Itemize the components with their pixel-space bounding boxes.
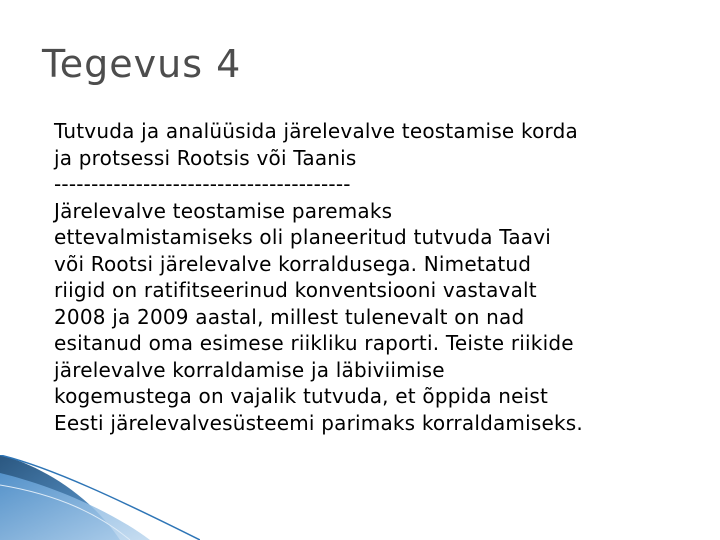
body-line: kogemustega on vajalik tutvuda, et õppida neist [54,384,549,408]
body-line: riigid on ratifitseerinud konventsiooni vastavalt [54,278,537,302]
slide-body [54,118,694,436]
body-line: esitanud oma esimese riikliku raporti. Teiste riikide [54,331,574,355]
slide-title: Tegevus 4 [42,42,242,86]
body-line: järelevalve korraldamise ja läbiviimise [54,357,445,382]
body-line: või Rootsi järelevalve korraldusega. Nimetatud [54,251,532,276]
body-line: Järelevalve teostamise paremaks [54,198,393,223]
corner-wave-decoration [0,455,200,540]
body-line: ja protsessi Rootsis või Taanis [54,145,357,170]
body-line: 2008 ja 2009 aastal, millest tulenevalt on nad [54,304,525,329]
body-line: Tutvuda ja analüüsida järelevalve teostamise korda [54,119,578,143]
body-line: ettevalmistamiseks oli planeeritud tutvuda Taavi [54,225,552,249]
separator-line: ---------------------------------------- [54,172,351,196]
body-line: Eesti järelevalvesüsteemi parimaks korraldamiseks. [54,410,583,435]
